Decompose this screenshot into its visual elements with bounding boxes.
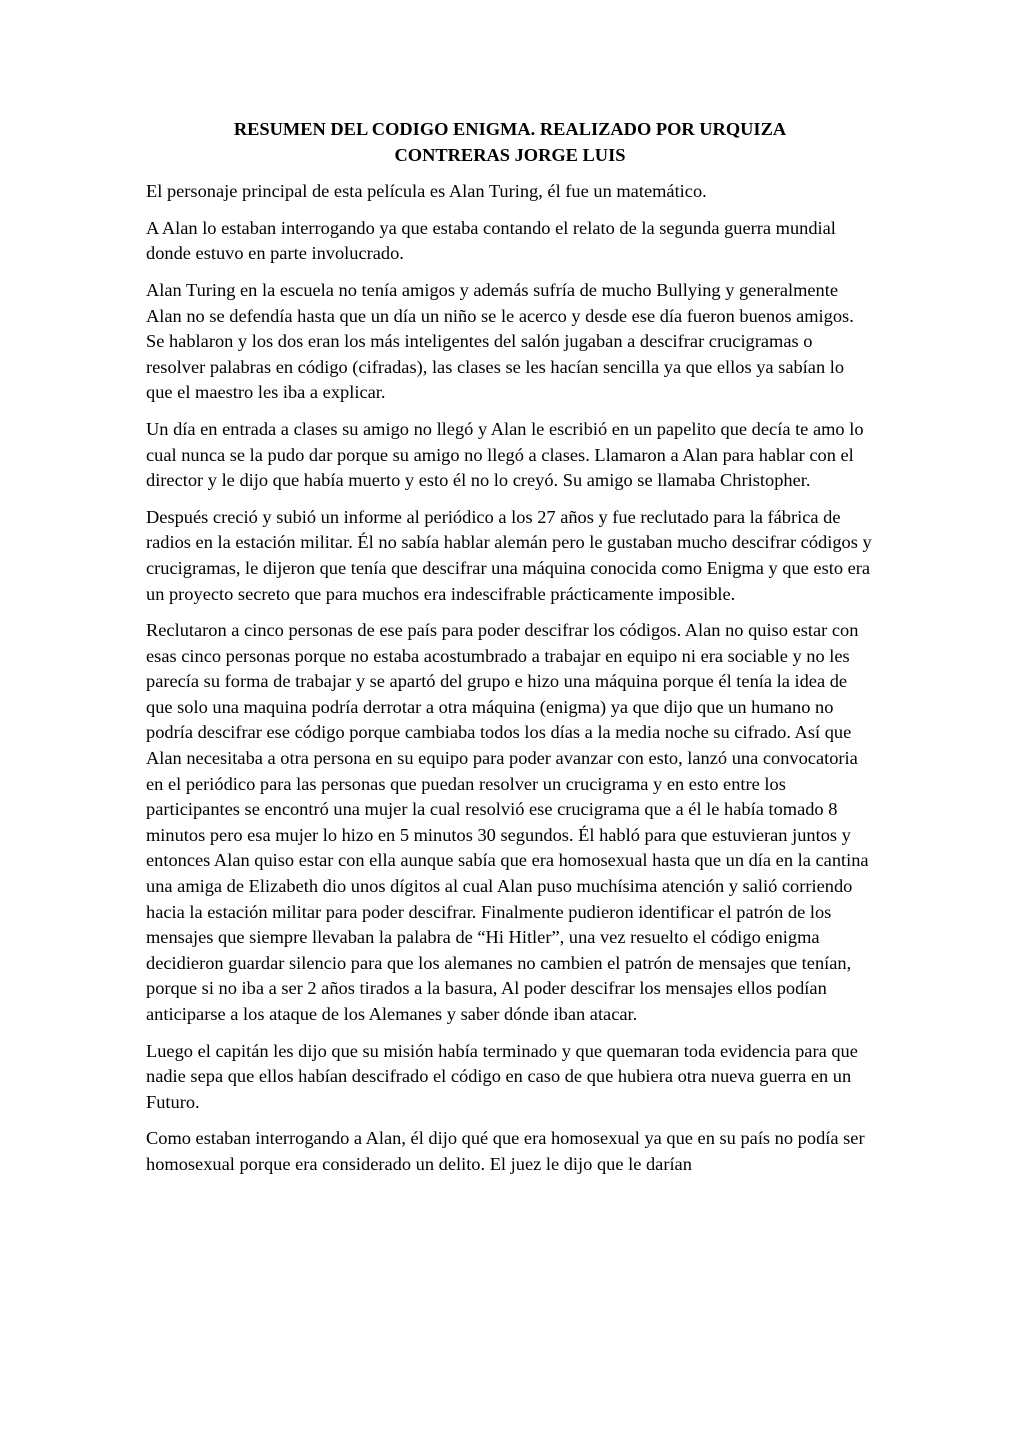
document-title: RESUMEN DEL CODIGO ENIGMA. REALIZADO POR URQUIZA CONTRERAS JORGE LUIS (233, 119, 787, 165)
paragraph-school: Alan Turing en la escuela no tenía amigos y además sufría de mucho Bullying y generalmente Alan no se defendía hasta que un día un niño se le acerco y desde ese día fueron buenos amigos. Se hablaron y los dos eran los más inteligentes del salón jugaban a descifrar crucigramas o resolver palabras en código (cifradas), las clases se les hacían sencilla ya que ellos ya sabían lo que el maestro les iba a explicar. (146, 279, 854, 403)
paragraph-christopher: Un día en entrada a clases su amigo no llegó y Alan le escribió en un papelito que decía te amo lo cual nunca se la pudo dar porque su amigo no llegó a clases. Llamaron a Alan para hablar con el director y le dijo que había muerto y esto él no lo creyó. Su amigo se llamaba Christopher. (146, 418, 864, 491)
paragraph-team: Reclutaron a cinco personas de ese país para poder descifrar los códigos. Alan no quiso estar con esas cinco personas porque no estaba acostumbrado a trabajar en equipo ni era sociable y no les parecía su forma de trabajar y se apartó del grupo e hizo una máquina porque él tenía la idea de que solo una maquina podría derrotar a otra máquina (enigma) ya que dijo que un humano no podría descifrar ese código porque cambiaba todos los días a la media noche su cifrado. Así que Alan necesitaba a otra persona en su equipo para poder avanzar con esto, lanzó una convocatoria en el periódico para las personas que puedan resolver un crucigrama y en esto entre los participantes se encontró una mujer la cual resolvió ese crucigrama que a él le había tomado 8 minutos pero esa mujer lo hizo en 5 minutos 30 segundos. Él habló para que estuvieran juntos y entonces Alan quiso estar con ella aunque sabía que era homosexual hasta que un día en la cantina una amiga de Elizabeth dio unos dígitos al cual Alan puso muchísima atención y salió corriendo hacia la estación militar para poder descifrar. Finalmente pudieron identificar el patrón de los mensajes que siempre llevaban la palabra de “Hi Hitler”, una vez resuelto el código enigma decidieron guardar silencio para que los alemanes no cambien el patrón de mensajes que tenían, porque si no iba a ser 2 años tirados a la basura, Al poder descifrar los mensajes ellos podían anticiparse a los ataque de los Alemanes y saber dónde iban atacar. (146, 620, 869, 1024)
document-page (146, 117, 874, 1189)
paragraph-mission-end: Luego el capitán les dijo que su misión había terminado y que quemaran toda evidencia para que nadie sepa que ellos habían descifrado el código en caso de que hubiera otra nueva guerra en un Futuro. (146, 1040, 858, 1112)
paragraph-recruitment: Después creció y subió un informe al periódico a los 27 años y fue reclutado para la fábrica de radios en la estación militar. Él no sabía hablar alemán pero le gustaban mucho descifrar códigos y crucigramas, le dijeron que tenía que descifrar una máquina conocida como Enigma y que esto era un proyecto secreto que para muchos era indescifrable prácticamente imposible. (146, 506, 872, 604)
paragraph-interrogation: A Alan lo estaban interrogando ya que estaba contando el relato de la segunda guerra mundial donde estuvo en parte involucrado. (146, 217, 836, 264)
paragraph-trial: Como estaban interrogando a Alan, él dijo qué que era homosexual ya que en su país no podía ser homosexual porque era considerado un delito. El juez le dijo que le darían (146, 1128, 865, 1174)
paragraph-intro: El personaje principal de esta película es Alan Turing, él fue un matemático. (146, 181, 707, 202)
